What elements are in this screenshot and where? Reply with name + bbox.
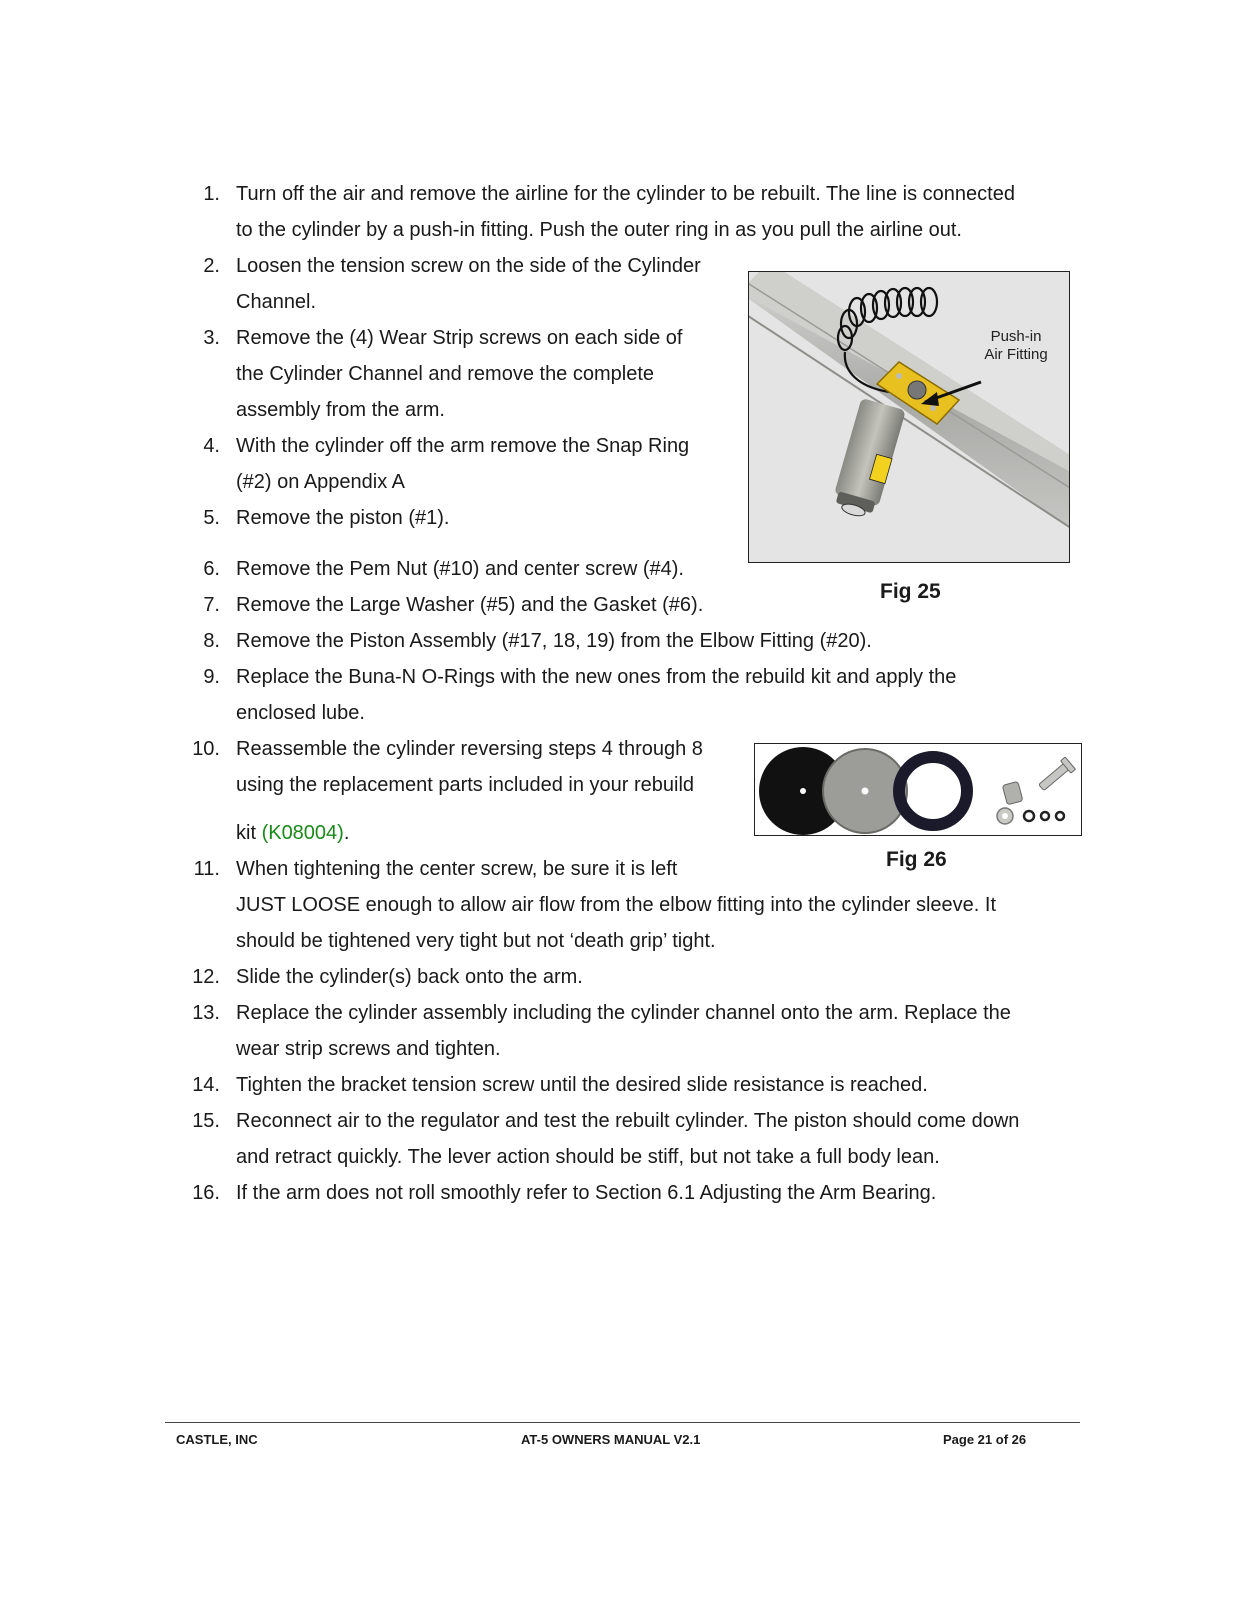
step-number: 3.: [203, 327, 220, 349]
step-text-line: assembly from the arm.: [236, 399, 445, 421]
step-text-line: Channel.: [236, 291, 317, 313]
step-text-line: Remove the Piston Assembly (#17, 18, 19) from the Elbow Fitting (#20).: [236, 630, 872, 652]
step-number: 10.: [192, 738, 220, 760]
step-text-line: Slide the cylinder(s) back onto the arm.: [236, 966, 583, 988]
step-number: 6.: [203, 558, 220, 580]
fig25-caption: Fig 25: [880, 580, 941, 603]
step-number: 16.: [192, 1182, 220, 1204]
push-in-callout: [971, 328, 1061, 364]
step-text-line: Tighten the bracket tension screw until the desired slide resistance is reached.: [236, 1074, 928, 1096]
step-text-line: If the arm does not roll smoothly refer to Section 6.1 Adjusting the Arm Bearing.: [236, 1182, 937, 1204]
footer-manual-title: AT-5 OWNERS MANUAL V2.1: [521, 1432, 701, 1447]
step-text-line: to the cylinder by a push-in fitting. Push the outer ring in as you pull the airline out.: [236, 219, 962, 241]
footer-company: CASTLE, INC: [176, 1432, 258, 1447]
step-number: 1.: [203, 183, 220, 205]
step-number: 7.: [203, 594, 220, 616]
step-text-line: [236, 815, 349, 851]
step-number: 8.: [203, 630, 220, 652]
callout-line-2: Air Fitting: [984, 346, 1048, 363]
step-text-line: Remove the piston (#1).: [236, 507, 450, 529]
step-text-line: enclosed lube.: [236, 702, 365, 724]
step-number: 12.: [192, 966, 220, 988]
step-text-line: With the cylinder off the arm remove the Snap Ring: [236, 435, 690, 457]
step-text-line: When tightening the center screw, be sure it is left: [236, 858, 678, 880]
cylinder-fitting-illustration: [749, 272, 1069, 562]
step-text-line: Reassemble the cylinder reversing steps 4 through 8: [236, 738, 703, 760]
step-text-line: should be tightened very tight but not ‘death grip’ tight.: [236, 930, 716, 952]
step-number: 13.: [192, 1002, 220, 1024]
step-text-line: (#2) on Appendix A: [236, 471, 406, 493]
step-text-line: Replace the cylinder assembly including the cylinder channel onto the arm. Replace the: [236, 1002, 1011, 1024]
step-text-line: Turn off the air and remove the airline for the cylinder to be rebuilt. The line is connected: [236, 183, 1015, 205]
step-text-line: Replace the Buna-N O-Rings with the new ones from the rebuild kit and apply the: [236, 666, 957, 688]
step-number: 2.: [203, 255, 220, 277]
step-text-line: Reconnect air to the regulator and test the rebuilt cylinder. The piston should come down: [236, 1110, 1020, 1132]
step-text-line: Loosen the tension screw on the side of the Cylinder: [236, 255, 701, 277]
fig26-caption: Fig 26: [886, 848, 947, 871]
fig25-photo: [748, 271, 1070, 563]
step-text-line: the Cylinder Channel and remove the complete: [236, 363, 655, 385]
step-text-line: using the replacement parts included in your rebuild: [236, 774, 695, 796]
step-text-line: Remove the (4) Wear Strip screws on each side of: [236, 327, 683, 349]
step-text-line: and retract quickly. The lever action should be stiff, but not take a full body lean.: [236, 1146, 940, 1168]
fig26-photo: [754, 743, 1082, 836]
step-number: 11.: [193, 858, 220, 880]
step-number: 15.: [192, 1110, 220, 1132]
step-number: 4.: [203, 435, 220, 457]
step-text-line: Remove the Pem Nut (#10) and center screw (#4).: [236, 558, 684, 580]
step-text-line: JUST LOOSE enough to allow air flow from the elbow fitting into the cylinder sleeve. It: [236, 894, 996, 916]
footer-page-number: Page 21 of 26: [943, 1432, 1027, 1447]
callout-line-1: Push-in: [990, 328, 1042, 345]
footer-divider: [165, 1422, 1080, 1423]
kit-code-link[interactable]: (K08004): [261, 822, 344, 844]
step-number: 14.: [192, 1074, 220, 1096]
kit-suffix: .: [343, 822, 350, 844]
rebuild-kit-parts-illustration: [755, 744, 1081, 835]
kit-prefix: kit: [236, 822, 262, 844]
step-number: 9.: [203, 666, 220, 688]
step-text-line: wear strip screws and tighten.: [236, 1038, 501, 1060]
step-text-line: Remove the Large Washer (#5) and the Gasket (#6).: [236, 594, 704, 616]
step-number: 5.: [203, 507, 220, 529]
